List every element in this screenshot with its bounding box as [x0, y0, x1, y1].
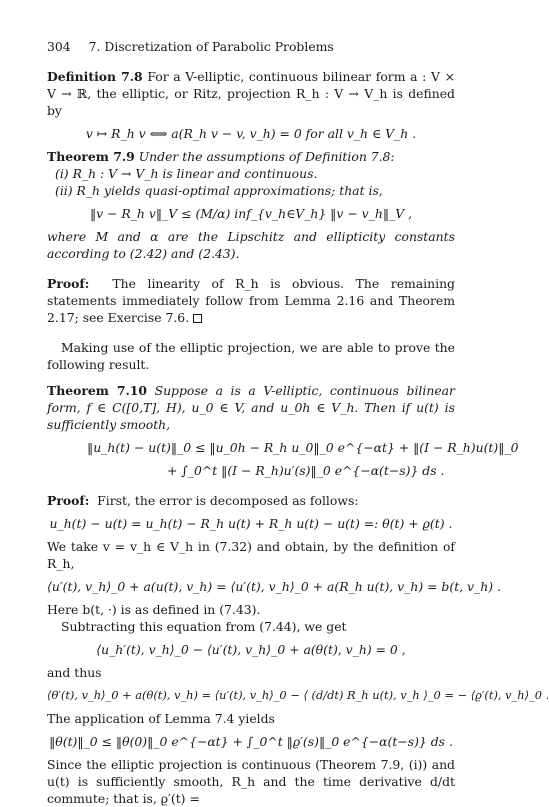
equation-theta-bound: ‖θ(t)‖_0 ≤ ‖θ(0)‖_0 e^{−αt} + ∫_0^t ‖ϱ′(s)‖_0 e^{−α(t−s)} ds . [49, 734, 453, 749]
theorem-label-2: Theorem 7.10 [47, 383, 148, 398]
equation-quasi-optimal: ‖v − R_h v‖_V ≤ (M/α) inf_{v_h∈V_h} ‖v − v_h‖_V , [89, 206, 413, 221]
theorem-7-10 [47, 382, 455, 433]
page [47, 38, 549, 807]
theorem-where [47, 228, 455, 262]
equation-decomposition: u_h(t) − u(t) = u_h(t) − R_h u(t) + R_h u(t) − u(t) =: θ(t) + ϱ(t) . [49, 516, 453, 531]
definition-text-2: the elliptic, or Ritz, projection R_h : V → V_h is defined by [47, 86, 455, 118]
paragraph-elliptic-projection [47, 339, 455, 373]
running-header [47, 38, 455, 55]
proof2-text-7 [47, 756, 455, 807]
theorem-text-1: Suppose a is a V-elliptic, continuous bilinear form, f ∈ [47, 383, 455, 415]
chapter-title: 7. Discretization of Parabolic Problems [88, 39, 334, 54]
proof2-text-7a: Since the elliptic projection is continuous (Theorem 7.9, (i)) and u(t) is [47, 757, 455, 789]
proof-text-1: The linearity of R_h is obvious. The remaining statements [47, 276, 455, 308]
equation-error-bound-2: + ∫_0^t ‖(I − R_h)u′(s)‖_0 e^{−α(t−s)} ds . [167, 463, 445, 478]
theorem-label: Theorem 7.9 [47, 149, 135, 164]
proof2-text-2: We take v = v_h ∈ V_h in (7.32) and obtain, by the definition of R_h, [47, 539, 455, 571]
definition-label: Definition 7.8 [47, 69, 143, 84]
equation-ritz-projection: v ↦ R_h v ⟺ a(R_h v − v, v_h) = 0 for all v_h ∈ V_h . [85, 126, 417, 141]
proof2-text-1: First, the error is decomposed as follows: [97, 493, 359, 508]
definition-7-8 [47, 68, 455, 119]
proof2-text-4: Subtracting this equation from (7.44), we get [61, 619, 347, 634]
theorem-item-1: (i) R_h : V → V_h is linear and continuous. [55, 166, 318, 181]
proof-theorem-7-10 [47, 492, 455, 509]
proof2-text-5: and thus [47, 665, 102, 680]
proof-label: Proof: [47, 276, 90, 291]
definition-text-1: For a V-elliptic, continuous bilinear form a : V × V → ℝ, [47, 69, 455, 101]
page-number: 304 [47, 39, 71, 54]
proof-label-2: Proof: [47, 493, 90, 508]
equation-subtracted: ⟨u_h′(t), v_h⟩_0 − ⟨u′(t), v_h⟩_0 + a(θ(t), v_h) = 0 , [96, 642, 406, 657]
proof2-text-3: Here b(t, ·) is as defined in (7.43). [47, 602, 261, 617]
theorem-item-2: (ii) R_h yields quasi-optimal approximations; that is, [55, 183, 383, 198]
proof-text-2: immediately follow from Lemma 2.16 and Theorem 2.17; see Exercise 7.6. [47, 293, 455, 325]
paragraph-text-1: Making use of the elliptic projection, we are able to prove the following [47, 340, 455, 372]
theorem-where-2: (2.42) and (2.43). [129, 246, 240, 261]
theorem-text-2: C([0,T], H), u_0 ∈ V, and u_0h ∈ V_h. Then if u(t) is sufficiently smooth, [47, 400, 455, 432]
theorem-where-1: where M and α are the Lipschitz and ellipticity constants according to [47, 229, 455, 261]
qed-square-icon [193, 314, 202, 323]
equation-projection-identity: ⟨u′(t), v_h⟩_0 + a(u(t), v_h) = ⟨u′(t), v_h⟩_0 + a(R_h u(t), v_h) = b(t, v_h) . [47, 579, 501, 594]
proof2-text-7b: sufficiently smooth, R_h and the time derivative d/dt commute; that is, ϱ′(t) = [47, 774, 455, 806]
equation-error-bound-1: ‖u_h(t) − u(t)‖_0 ≤ ‖u_0h − R_h u_0‖_0 e^{−αt} + ‖(I − R_h)u(t)‖_0 [87, 440, 519, 455]
theorem-7-9 [47, 148, 455, 165]
proof2-text-6: The application of Lemma 7.4 yields [47, 711, 275, 726]
equation-theta-derivative: ⟨θ′(t), v_h⟩_0 + a(θ(t), v_h) = ⟨u′(t), v_h⟩_0 − ⟨ (d/dt) R_h u(t), v_h ⟩_0 = − ⟨ϱ′(t), v_h⟩_0 . [47, 688, 549, 702]
theorem-intro: Under the assumptions of Definition 7.8: [138, 149, 395, 164]
paragraph-text-2: result. [108, 357, 150, 372]
proof-theorem-7-9 [47, 275, 455, 326]
